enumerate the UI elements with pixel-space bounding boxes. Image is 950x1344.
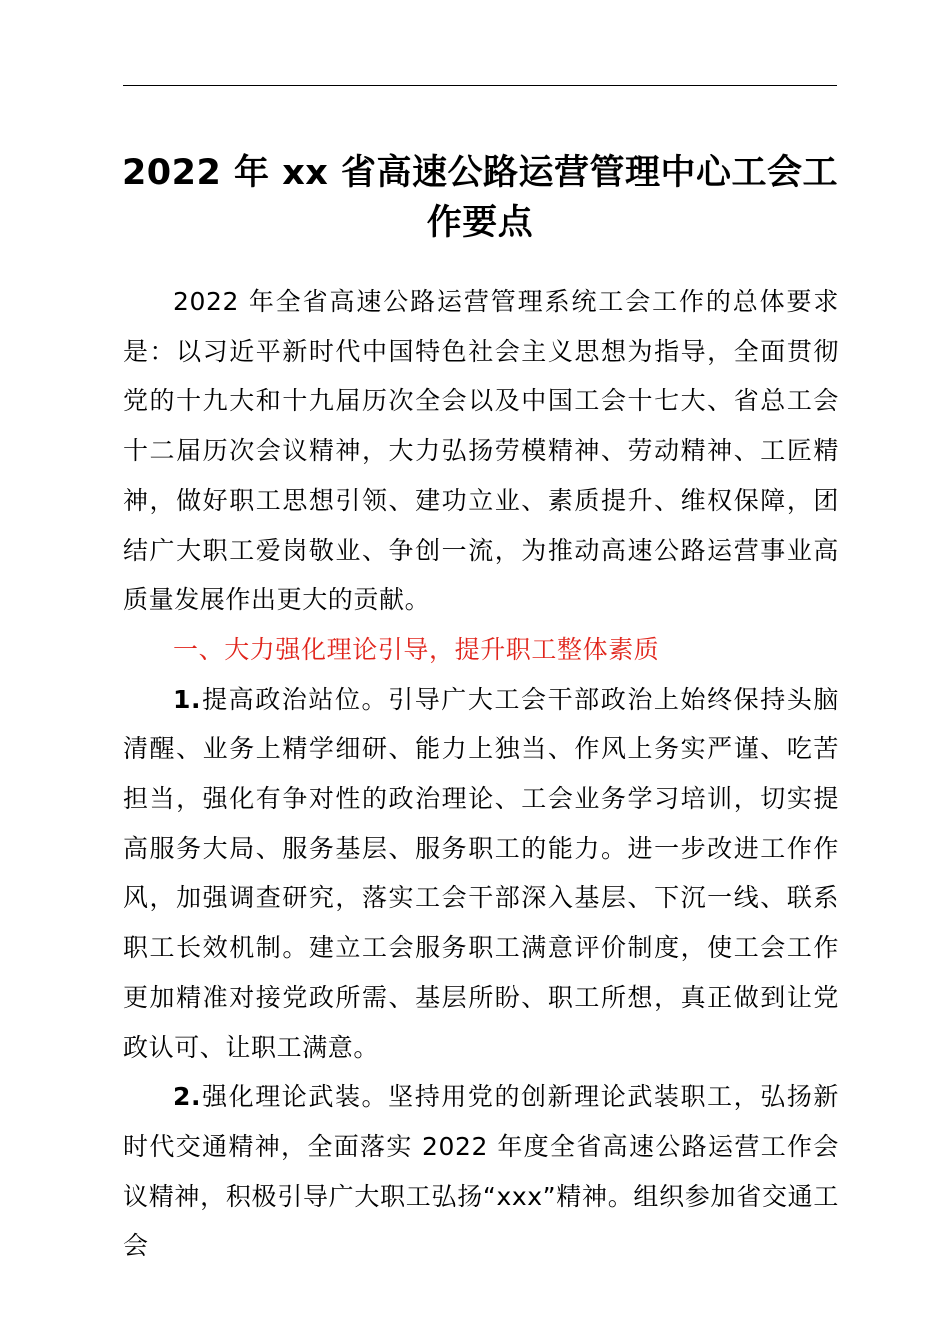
document-body [123,277,839,1271]
document-title [110,148,850,248]
item-1-text: 提高政治站位。引导广大工会干部政治上始终保持头脑清醒、业务上精学细研、能力上独当、作风上务实严谨、吃苦担当，强化有争对性的政治理论、工会业务学习培训，切实提高服务大局、服务基层、服务职工的能力。进一步改进工作作风，加强调查研究，落实工会干部深入基层、下沉一线、联系职工长效机制。建立工会服务职工满意评价制度，使工会工作更加精准对接党政所需、基层所盼、职工所想，真正做到让党政认可、让职工满意。 [123,684,839,1062]
item-1-number: 1. [173,684,202,714]
item-1-paragraph [123,675,839,1073]
item-2-number: 2. [173,1082,202,1112]
item-2-paragraph [123,1072,839,1271]
section-1-heading: 一、大力强化理论引导，提升职工整体素质 [173,634,660,664]
header-rule [123,85,837,86]
title-line-1: 2022 年 xx 省高速公路运营管理中心工会工 [121,153,839,193]
title-line-2: 作要点 [426,203,534,243]
intro-paragraph: 2022 年全省高速公路运营管理系统工会工作的总体要求是：以习近平新时代中国特色社会主义思想为指导，全面贯彻党的十九大和十九届历次全会以及中国工会十七大、省总工会十二届历次会议精神，大力弘扬劳模精神、劳动精神、工匠精神，做好职工思想引领、建功立业、素质提升、维权保障，团结广大职工爱岗敬业、争创一流，为推动高速公路运营事业高质量发展作出更大的贡献。 [123,287,839,615]
item-2-text: 强化理论武装。坚持用党的创新理论武装职工，弘扬新时代交通精神，全面落实 2022 年度全省高速公路运营工作会议精神，积极引导广大职工弘扬“xxx”精神。组织参加省交通工会 [123,1082,839,1261]
